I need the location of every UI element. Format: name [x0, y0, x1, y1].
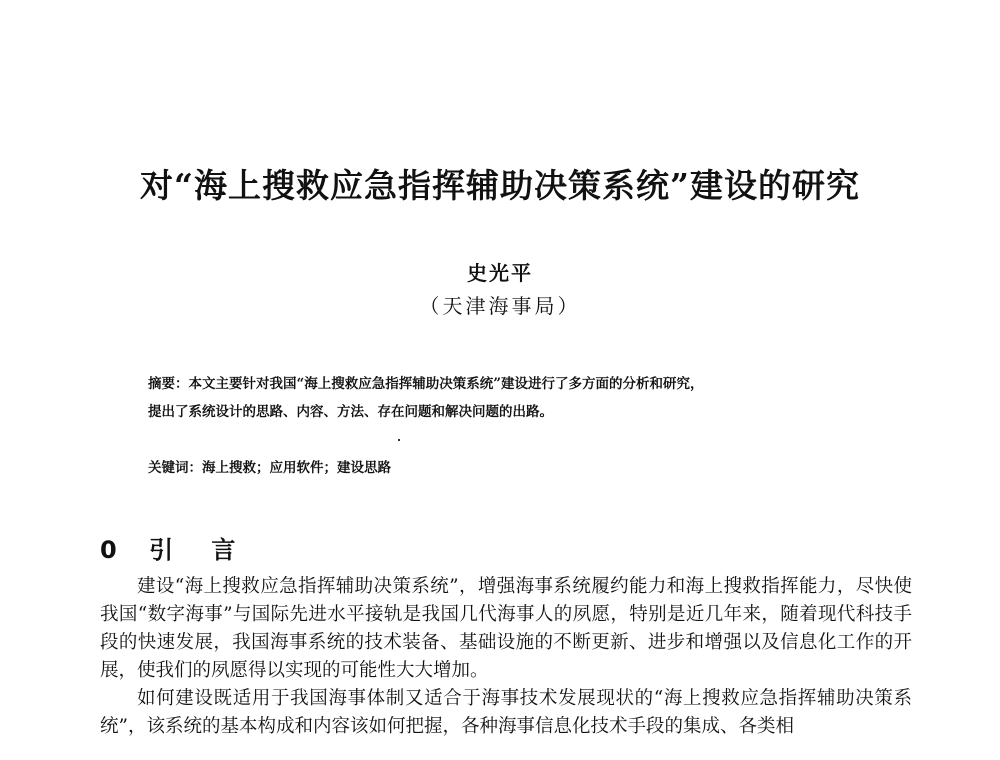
paper-title: 对“海上搜救应急指挥辅助决策系统”建设的研究	[140, 166, 860, 205]
section-number: 0	[100, 536, 117, 564]
section-title-char-2: 言	[211, 536, 236, 564]
scan-speck	[398, 439, 400, 441]
section-heading	[100, 530, 235, 565]
abstract-line-2: 提出了系统设计的思路、内容、方法、存在问题和解决问题的出路。	[148, 404, 553, 420]
section-title-char-1: 引	[149, 536, 174, 564]
body-text	[100, 573, 912, 741]
paragraph-2: 如何建设既适用于我国海事体制又适合于海事技术发展现状的“海上搜救应急指挥辅助决策系统”，该系统的基本构成和内容该如何把握，各种海事信息化技术手段的集成、各类相	[100, 688, 912, 737]
author-affiliation: （天津海事局）	[419, 294, 581, 318]
keywords: 关键词：海上搜救；应用软件；建设思路	[148, 460, 391, 476]
abstract	[148, 370, 908, 426]
abstract-line-1: 摘要：本文主要针对我国“海上搜救应急指挥辅助决策系统”建设进行了多方面的分析和研究，	[148, 376, 704, 392]
author-name: 史光平	[467, 261, 533, 285]
paragraph-1: 建设“海上搜救应急指挥辅助决策系统”，增强海事系统履约能力和海上搜救指挥能力，尽快使我国“数字海事”与国际先进水平接轨是我国几代海事人的夙愿，特别是近几年来，随着现代科技手段的快速发展，我国海事系统的技术装备、基础设施的不断更新、进步和增强以及信息化工作的开展，使我们的夙愿得以实现的可能性大大增加。	[100, 576, 912, 681]
